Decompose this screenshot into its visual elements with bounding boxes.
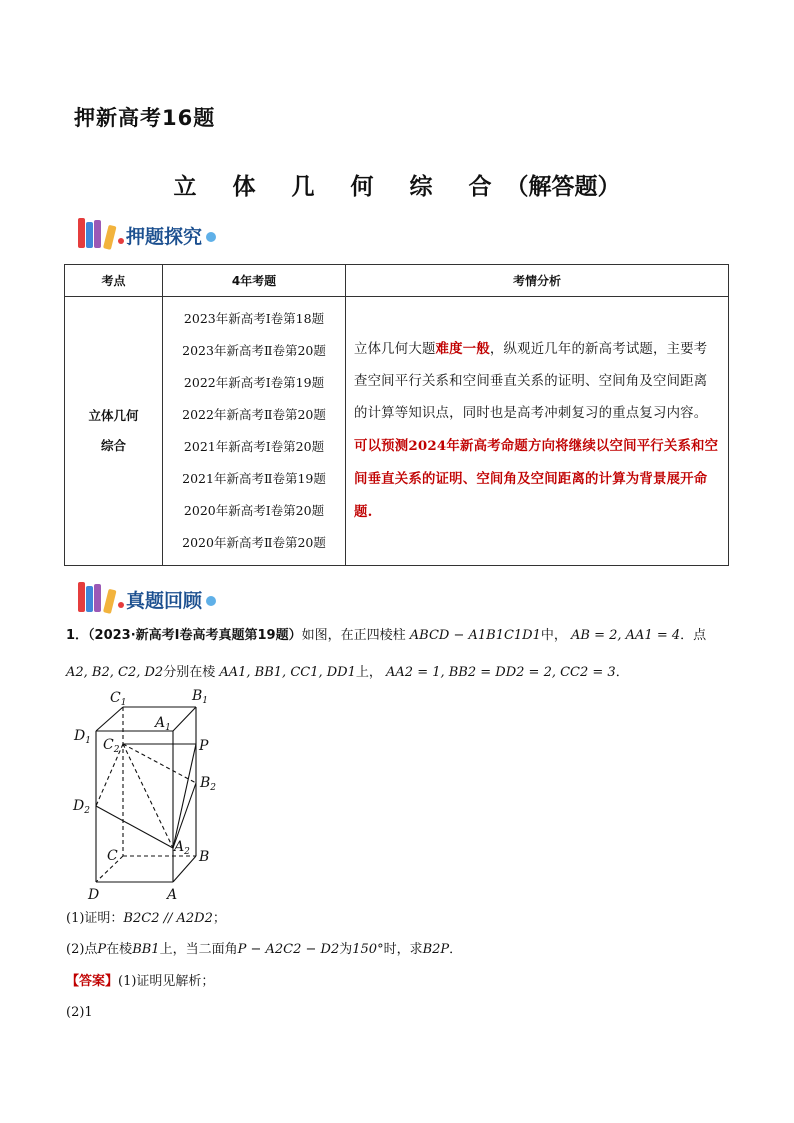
label-a2: $A_2$: [174, 839, 190, 857]
books-icon: [78, 216, 118, 248]
label-c2: $C_2$: [103, 737, 120, 755]
exam-item: 2020年新高考Ⅰ卷第20题: [183, 503, 325, 518]
analysis-highlight: 难度一般: [435, 341, 490, 357]
bullet-dot-icon: [118, 238, 124, 244]
table-row: [65, 297, 729, 566]
label-b: B: [199, 849, 210, 865]
segment-d2-a2: [96, 806, 173, 848]
section-title: 真题回顾: [126, 590, 203, 612]
table-header-cell: 4年考题: [163, 265, 346, 297]
exam-item: 2023年新高考Ⅱ卷第20题: [182, 343, 326, 358]
analysis-prediction: 可以预测2024年新高考命题方向将继续以空间平行关系和空间垂直关系的证明、空间角及空间距离的计算为背景展开命题.: [354, 438, 719, 520]
label-a: A: [167, 887, 178, 903]
topic-line: 立体几何: [88, 408, 139, 423]
main-title-text: 立 体 几 何 综 合: [173, 174, 506, 200]
question-text: 分别在棱: [163, 665, 216, 680]
label-a1: $A_1$: [155, 715, 171, 733]
math-p: P: [97, 942, 107, 957]
part-prefix: (1)证明：: [66, 911, 124, 926]
math-target: B2P: [422, 942, 450, 957]
answer-label: 【答案】: [66, 974, 119, 989]
question-text: ．: [449, 942, 463, 957]
label-b1: $B_1$: [192, 688, 209, 706]
blue-dot-icon: [206, 232, 216, 242]
math-prism: ABCD − A1B1C1D1: [409, 628, 541, 643]
main-title: [0, 168, 794, 201]
blue-dot-icon: [206, 596, 216, 606]
edge-line: [173, 856, 196, 882]
math-given-1: AB = 2, AA1 = 4: [571, 628, 681, 643]
exam-item: 2021年新高考Ⅰ卷第20题: [183, 439, 325, 454]
question-text: ．点: [680, 628, 707, 643]
exam-analysis-table: [64, 264, 729, 566]
question-text: 在棱: [106, 942, 133, 957]
label-c: C: [107, 848, 118, 864]
main-title-paren: （解答题）: [505, 174, 621, 200]
document-header-title: 押新高考16题: [74, 106, 216, 130]
question-number: 1．: [66, 628, 89, 643]
question-part-1: [66, 908, 226, 930]
prism-figure: [70, 686, 230, 908]
question-text: 如图，在正四棱柱: [301, 628, 406, 643]
exam-item: 2022年新高考Ⅱ卷第20题: [182, 407, 326, 422]
question-source: （2023·新高考Ⅰ卷高考真题第19题）: [88, 628, 302, 643]
exam-list-cell: [163, 297, 346, 566]
label-d: D: [88, 887, 100, 903]
label-c1: $C_1$: [110, 690, 127, 708]
table-header-row: [65, 265, 729, 297]
exam-item: 2021年新高考Ⅱ卷第19题: [182, 471, 326, 486]
exam-item: 2023年新高考Ⅰ卷第18题: [183, 311, 325, 326]
edge-line: [173, 707, 196, 731]
part-suffix: ；: [212, 911, 226, 926]
math-given-2: AA2 = 1, BB2 = DD2 = 2, CC2 = 3: [386, 665, 616, 680]
question-text: 上，当二面角: [159, 942, 238, 957]
section-heading-review: [78, 578, 216, 612]
bullet-dot-icon: [118, 602, 124, 608]
answer-part-2: (2)1: [66, 1005, 93, 1020]
table-header-cell: 考情分析: [346, 265, 729, 297]
topic-line: 综合: [100, 438, 126, 453]
answer-line-2: [66, 1002, 93, 1024]
math-points: A2, B2, C2, D2: [66, 665, 164, 680]
question-part-2: [66, 939, 462, 961]
question-text: 上，: [355, 665, 382, 680]
question-text: ．: [615, 665, 629, 680]
section-title: 押题探究: [126, 226, 203, 248]
exam-item: 2022年新高考Ⅰ卷第19题: [183, 375, 325, 390]
section-heading-prediction: [78, 214, 216, 248]
exam-item: 2020年新高考Ⅱ卷第20题: [182, 535, 326, 550]
math-angle: P − A2C2 − D2: [237, 942, 340, 957]
topic-cell: [65, 297, 163, 566]
books-icon: [78, 580, 118, 612]
math-deg: 150°: [352, 942, 384, 957]
analysis-text: 立体几何大题: [354, 342, 436, 357]
label-p: P: [199, 738, 209, 754]
answer-part-1: (1)证明见解析；: [118, 974, 215, 989]
math-edge: BB1: [132, 942, 160, 957]
math-part1: B2C2 // A2D2: [123, 911, 213, 926]
analysis-text: ，纵观近几年的新高考试题，主要考查空间平行关系和空间垂直关系的证明、空间角及空间距离的计算等知识点，同时也是高考冲刺复习的重点复习内容。: [354, 342, 708, 421]
label-b2: $B_2$: [200, 775, 217, 793]
question-text: 为: [339, 942, 353, 957]
hidden-edge: [123, 744, 196, 783]
part-prefix: (2)点: [66, 942, 98, 957]
answer-line-1: [66, 971, 214, 993]
question-text: 时，求: [383, 942, 423, 957]
table-header-cell: 考点: [65, 265, 163, 297]
label-d1: $D_1$: [74, 728, 91, 746]
math-edges: AA1, BB1, CC1, DD1: [219, 665, 356, 680]
question-text: 中，: [540, 628, 567, 643]
question-line-2: [66, 662, 629, 684]
analysis-cell: [346, 297, 729, 566]
segment-p-a2: [173, 744, 196, 848]
label-d2: $D_2$: [73, 798, 90, 816]
edge-line: [96, 707, 123, 731]
hidden-edge: [123, 744, 173, 848]
question-line-1: [66, 625, 706, 647]
